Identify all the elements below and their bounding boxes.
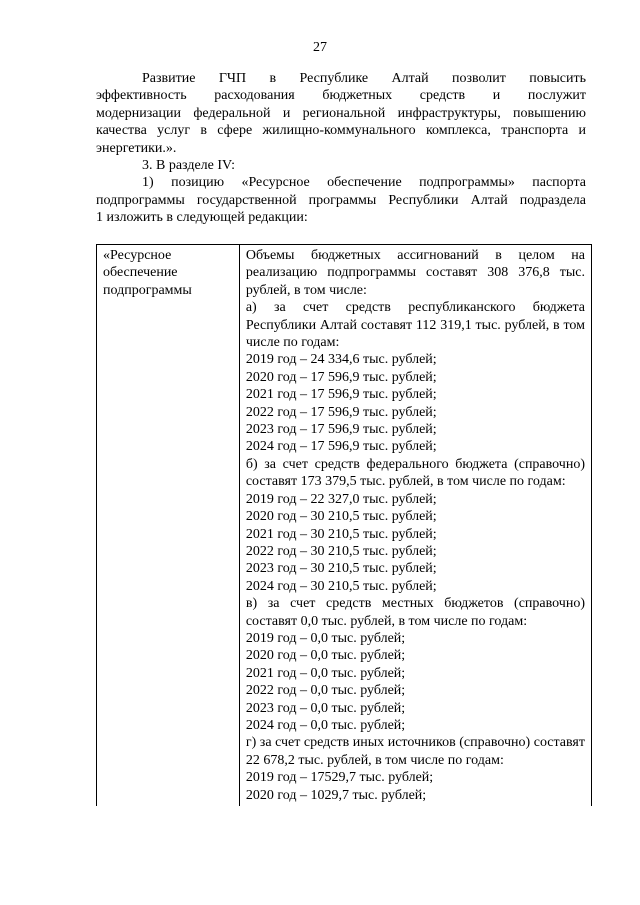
year-line: 2020 год – 17 596,9 тыс. рублей; <box>245 369 437 385</box>
year-line: 2020 год – 30 210,5 тыс. рублей; <box>245 509 437 525</box>
year-line: 2024 год – 17 596,9 тыс. рублей; <box>245 439 437 455</box>
year-line: 2020 год – 1029,7 тыс. рублей; <box>245 787 427 803</box>
table-content-cell <box>239 245 591 807</box>
table-label-cell <box>97 245 240 807</box>
intro-line: 1) позицию «Ресурсное обеспечение подпрограммы» паспорта <box>142 175 586 191</box>
year-line: 2021 год – 17 596,9 тыс. рублей; <box>245 387 437 403</box>
intro-line: энергетики.». <box>96 140 177 156</box>
year-line: 2021 год – 30 210,5 тыс. рублей; <box>245 526 437 542</box>
year-line: 2023 год – 0,0 тыс. рублей; <box>245 700 406 716</box>
intro-line: Развитие ГЧП в Республике Алтай позволит повысить <box>142 71 586 86</box>
intro-line: эффективность расходования бюджетных средств и послужит <box>96 88 586 104</box>
intro-text <box>96 70 586 227</box>
intro-line: качества услуг в сфере жилищно-коммунального комплекса, транспорта и <box>96 123 586 139</box>
year-line: 2019 год – 22 327,0 тыс. рублей; <box>245 491 437 507</box>
year-line: 2024 год – 0,0 тыс. рублей; <box>245 717 406 733</box>
intro-line: 1 изложить в следующей редакции: <box>96 210 308 226</box>
year-line: 2023 год – 30 210,5 тыс. рублей; <box>245 561 437 577</box>
table-label: «Ресурсное обеспечение подпрограммы <box>103 248 192 298</box>
year-line: 2023 год – 17 596,9 тыс. рублей; <box>245 422 437 438</box>
year-line: 2024 год – 30 210,5 тыс. рублей; <box>245 578 437 594</box>
intro-line: модернизации федеральной и региональной инфраструктуры, повышению <box>96 105 586 121</box>
year-line: 2019 год – 24 334,6 тыс. рублей; <box>245 352 437 368</box>
year-line: 2019 год – 17529,7 тыс. рублей; <box>245 770 434 786</box>
section-a: а) за счет средств республиканского бюджета Республики Алтай составят 112 319,1 тыс. рублей, в том числе по годам: <box>245 300 585 351</box>
year-line: 2019 год – 0,0 тыс. рублей; <box>245 630 406 646</box>
section-b: б) за счет средств федерального бюджета (справочно) составят 173 379,5 тыс. рублей, в том числе по годам: <box>245 456 585 490</box>
year-line: 2021 год – 0,0 тыс. рублей; <box>245 665 406 681</box>
year-line: 2020 год – 0,0 тыс. рублей; <box>245 648 406 664</box>
section-heading: 3. В разделе IV: <box>142 158 235 174</box>
year-line: 2022 год – 30 210,5 тыс. рублей; <box>245 543 437 559</box>
year-line: 2022 год – 0,0 тыс. рублей; <box>245 683 406 699</box>
lead-text: Объемы бюджетных ассигнований в целом на реализацию подпрограммы составят 308 376,8 тыс. рублей, в том числе: <box>245 248 585 298</box>
resource-table <box>96 244 592 806</box>
page-number: 27 <box>313 40 327 55</box>
section-g: г) за счет средств иных источников (справочно) составят 22 678,2 тыс. рублей, в том числе по годам: <box>245 735 585 768</box>
section-v: в) за счет средств местных бюджетов (справочно) составят 0,0 тыс. рублей, в том числе по годам: <box>245 596 585 629</box>
intro-line: подпрограммы государственной программы Республики Алтай подраздела <box>96 192 586 208</box>
year-line: 2022 год – 17 596,9 тыс. рублей; <box>245 404 437 420</box>
